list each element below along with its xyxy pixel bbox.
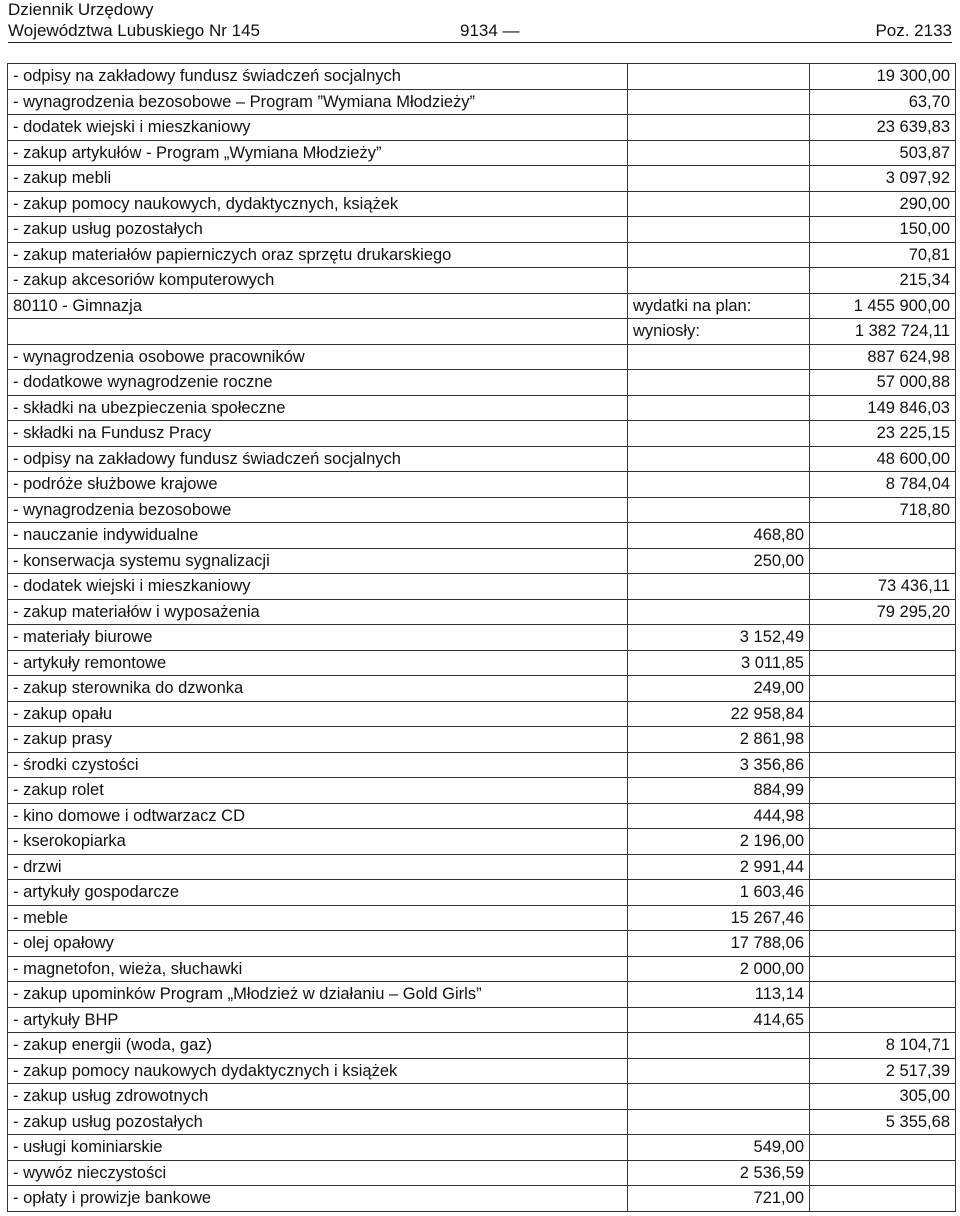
row-description: - wynagrodzenia osobowe pracowników — [8, 344, 628, 370]
row-sub-amount — [628, 370, 810, 396]
row-sub-amount: 2 991,44 — [628, 854, 810, 880]
row-sub-amount: 2 861,98 — [628, 727, 810, 753]
row-amount: 5 355,68 — [810, 1109, 956, 1135]
table-row — [8, 319, 956, 345]
table-row — [8, 421, 956, 447]
row-amount: 19 300,00 — [810, 64, 956, 90]
row-description: - zakup materiałów papierniczych oraz sprzętu drukarskiego — [8, 242, 628, 268]
row-description: - zakup pomocy naukowych dydaktycznych i książek — [8, 1058, 628, 1084]
table-row — [8, 1084, 956, 1110]
row-amount: 8 104,71 — [810, 1033, 956, 1059]
row-sub-amount — [628, 1058, 810, 1084]
row-amount — [810, 650, 956, 676]
row-description: - meble — [8, 905, 628, 931]
journal-title-line2: Województwa Lubuskiego Nr 145 — [8, 21, 260, 40]
row-description: - zakup sterownika do dzwonka — [8, 676, 628, 702]
table-row — [8, 752, 956, 778]
row-description: - drzwi — [8, 854, 628, 880]
row-description: - dodatek wiejski i mieszkaniowy — [8, 574, 628, 600]
table-row — [8, 650, 956, 676]
table-row — [8, 344, 956, 370]
row-description: - zakup pomocy naukowych, dydaktycznych, książek — [8, 191, 628, 217]
row-amount: 718,80 — [810, 497, 956, 523]
table-row — [8, 191, 956, 217]
row-amount — [810, 905, 956, 931]
row-description: - kino domowe i odtwarzacz CD — [8, 803, 628, 829]
row-description: - zakup energii (woda, gaz) — [8, 1033, 628, 1059]
row-description: - zakup artykułów - Program „Wymiana Młodzieży” — [8, 140, 628, 166]
table-row — [8, 242, 956, 268]
row-sub-amount: 3 356,86 — [628, 752, 810, 778]
row-amount: 150,00 — [810, 217, 956, 243]
table-row — [8, 166, 956, 192]
row-sub-amount: 113,14 — [628, 982, 810, 1008]
table-row — [8, 854, 956, 880]
row-description: - zakup akcesoriów komputerowych — [8, 268, 628, 294]
table-row — [8, 1007, 956, 1033]
table-row — [8, 676, 956, 702]
row-sub-amount: 2 196,00 — [628, 829, 810, 855]
row-description: - magnetofon, wieża, słuchawki — [8, 956, 628, 982]
row-description: - wywóz nieczystości — [8, 1160, 628, 1186]
row-amount: 8 784,04 — [810, 472, 956, 498]
row-amount — [810, 625, 956, 651]
row-sub-amount: 3 152,49 — [628, 625, 810, 651]
row-sub-amount — [628, 574, 810, 600]
row-sub-amount: 22 958,84 — [628, 701, 810, 727]
table-row — [8, 1109, 956, 1135]
table-row — [8, 1135, 956, 1161]
row-sub-amount — [628, 217, 810, 243]
row-sub-amount — [628, 242, 810, 268]
row-amount — [810, 523, 956, 549]
row-amount: 3 097,92 — [810, 166, 956, 192]
row-sub-amount: 549,00 — [628, 1135, 810, 1161]
row-sub-amount: 3 011,85 — [628, 650, 810, 676]
row-amount: 1 455 900,00 — [810, 293, 956, 319]
row-amount — [810, 956, 956, 982]
row-description: - zakup materiałów i wyposażenia — [8, 599, 628, 625]
row-description: - odpisy na zakładowy fundusz świadczeń socjalnych — [8, 446, 628, 472]
row-amount — [810, 880, 956, 906]
row-amount — [810, 1186, 956, 1212]
table-row — [8, 1033, 956, 1059]
row-amount — [810, 752, 956, 778]
position-number: Poz. 2133 — [875, 21, 952, 40]
row-description: - zakup usług pozostałych — [8, 1109, 628, 1135]
table-row — [8, 905, 956, 931]
row-sub-amount — [628, 115, 810, 141]
row-sub-amount — [628, 446, 810, 472]
row-description: - opłaty i prowizje bankowe — [8, 1186, 628, 1212]
row-amount: 79 295,20 — [810, 599, 956, 625]
table-row — [8, 829, 956, 855]
row-description: - zakup usług zdrowotnych — [8, 1084, 628, 1110]
row-description: - artykuły BHP — [8, 1007, 628, 1033]
row-sub-amount — [628, 497, 810, 523]
row-amount: 290,00 — [810, 191, 956, 217]
budget-table — [7, 63, 956, 1212]
row-amount — [810, 931, 956, 957]
row-description: - zakup mebli — [8, 166, 628, 192]
row-sub-amount — [628, 421, 810, 447]
row-description: - kserokopiarka — [8, 829, 628, 855]
row-description: - składki na Fundusz Pracy — [8, 421, 628, 447]
row-amount — [810, 778, 956, 804]
row-amount — [810, 701, 956, 727]
row-description: - zakup upominków Program „Młodzież w działaniu – Gold Girls” — [8, 982, 628, 1008]
row-description: - konserwacja systemu sygnalizacji — [8, 548, 628, 574]
table-row — [8, 625, 956, 651]
row-amount — [810, 1160, 956, 1186]
row-description: - olej opałowy — [8, 931, 628, 957]
row-amount: 503,87 — [810, 140, 956, 166]
row-amount — [810, 1007, 956, 1033]
row-amount — [810, 829, 956, 855]
row-description: - dodatek wiejski i mieszkaniowy — [8, 115, 628, 141]
row-sub-amount: 2 000,00 — [628, 956, 810, 982]
row-sub-amount — [628, 166, 810, 192]
table-row — [8, 446, 956, 472]
table-row — [8, 268, 956, 294]
row-plan-label: wyniosły: — [628, 319, 810, 345]
table-row — [8, 497, 956, 523]
table-row — [8, 370, 956, 396]
table-row — [8, 115, 956, 141]
table-row — [8, 956, 956, 982]
table-row — [8, 931, 956, 957]
row-description: - wynagrodzenia bezosobowe – Program ”Wymiana Młodzieży” — [8, 89, 628, 115]
row-amount — [810, 854, 956, 880]
row-sub-amount: 884,99 — [628, 778, 810, 804]
header-rule — [8, 42, 952, 43]
row-description: - artykuły remontowe — [8, 650, 628, 676]
row-amount: 305,00 — [810, 1084, 956, 1110]
header-line2 — [8, 21, 952, 41]
table-row — [8, 1160, 956, 1186]
row-sub-amount — [628, 64, 810, 90]
row-amount: 2 517,39 — [810, 1058, 956, 1084]
row-description: - zakup usług pozostałych — [8, 217, 628, 243]
row-sub-amount — [628, 1033, 810, 1059]
row-amount: 48 600,00 — [810, 446, 956, 472]
table-row — [8, 701, 956, 727]
row-sub-amount — [628, 89, 810, 115]
row-sub-amount — [628, 395, 810, 421]
page-header — [8, 0, 952, 44]
table-row — [8, 548, 956, 574]
row-sub-amount — [628, 472, 810, 498]
row-amount: 23 639,83 — [810, 115, 956, 141]
row-sub-amount — [628, 344, 810, 370]
row-sub-amount: 17 788,06 — [628, 931, 810, 957]
table-row — [8, 982, 956, 1008]
row-description: - wynagrodzenia bezosobowe — [8, 497, 628, 523]
row-sub-amount — [628, 140, 810, 166]
table-row — [8, 217, 956, 243]
row-sub-amount: 468,80 — [628, 523, 810, 549]
row-sub-amount — [628, 191, 810, 217]
row-amount: 215,34 — [810, 268, 956, 294]
row-description: - zakup opału — [8, 701, 628, 727]
table-row — [8, 574, 956, 600]
row-sub-amount: 1 603,46 — [628, 880, 810, 906]
table-row — [8, 880, 956, 906]
row-sub-amount: 2 536,59 — [628, 1160, 810, 1186]
table-row — [8, 727, 956, 753]
row-description: - usługi kominiarskie — [8, 1135, 628, 1161]
row-sub-amount — [628, 268, 810, 294]
row-amount — [810, 676, 956, 702]
table-row — [8, 140, 956, 166]
row-sub-amount: 444,98 — [628, 803, 810, 829]
row-sub-amount: 15 267,46 — [628, 905, 810, 931]
row-amount: 887 624,98 — [810, 344, 956, 370]
row-sub-amount — [628, 1109, 810, 1135]
table-row — [8, 778, 956, 804]
table-row — [8, 1058, 956, 1084]
row-description: - środki czystości — [8, 752, 628, 778]
table-row — [8, 293, 956, 319]
row-description: - zakup rolet — [8, 778, 628, 804]
row-amount: 23 225,15 — [810, 421, 956, 447]
row-amount — [810, 548, 956, 574]
journal-title-line1: Dziennik Urzędowy — [8, 0, 154, 19]
row-description: - materiały biurowe — [8, 625, 628, 651]
row-description: - nauczanie indywidualne — [8, 523, 628, 549]
row-amount: 57 000,88 — [810, 370, 956, 396]
row-amount — [810, 727, 956, 753]
row-description: 80110 - Gimnazja — [8, 293, 628, 319]
row-description: - podróże służbowe krajowe — [8, 472, 628, 498]
row-amount — [810, 1135, 956, 1161]
row-description: - składki na ubezpieczenia społeczne — [8, 395, 628, 421]
row-amount: 149 846,03 — [810, 395, 956, 421]
table-row — [8, 599, 956, 625]
row-sub-amount: 721,00 — [628, 1186, 810, 1212]
row-sub-amount — [628, 599, 810, 625]
row-description — [8, 319, 628, 345]
row-amount: 70,81 — [810, 242, 956, 268]
budget-table-body — [8, 64, 956, 1212]
row-description: - artykuły gospodarcze — [8, 880, 628, 906]
table-row — [8, 64, 956, 90]
row-amount: 73 436,11 — [810, 574, 956, 600]
table-row — [8, 89, 956, 115]
table-row — [8, 523, 956, 549]
table-row — [8, 1186, 956, 1212]
row-amount — [810, 803, 956, 829]
row-description: - zakup prasy — [8, 727, 628, 753]
row-sub-amount: 414,65 — [628, 1007, 810, 1033]
row-amount: 1 382 724,11 — [810, 319, 956, 345]
table-row — [8, 803, 956, 829]
row-amount — [810, 982, 956, 1008]
row-amount: 63,70 — [810, 89, 956, 115]
row-description: - odpisy na zakładowy fundusz świadczeń socjalnych — [8, 64, 628, 90]
table-row — [8, 472, 956, 498]
table-row — [8, 395, 956, 421]
row-sub-amount: 249,00 — [628, 676, 810, 702]
page-number: 9134 — — [460, 21, 520, 40]
row-plan-label: wydatki na plan: — [628, 293, 810, 319]
row-sub-amount: 250,00 — [628, 548, 810, 574]
row-sub-amount — [628, 1084, 810, 1110]
row-description: - dodatkowe wynagrodzenie roczne — [8, 370, 628, 396]
